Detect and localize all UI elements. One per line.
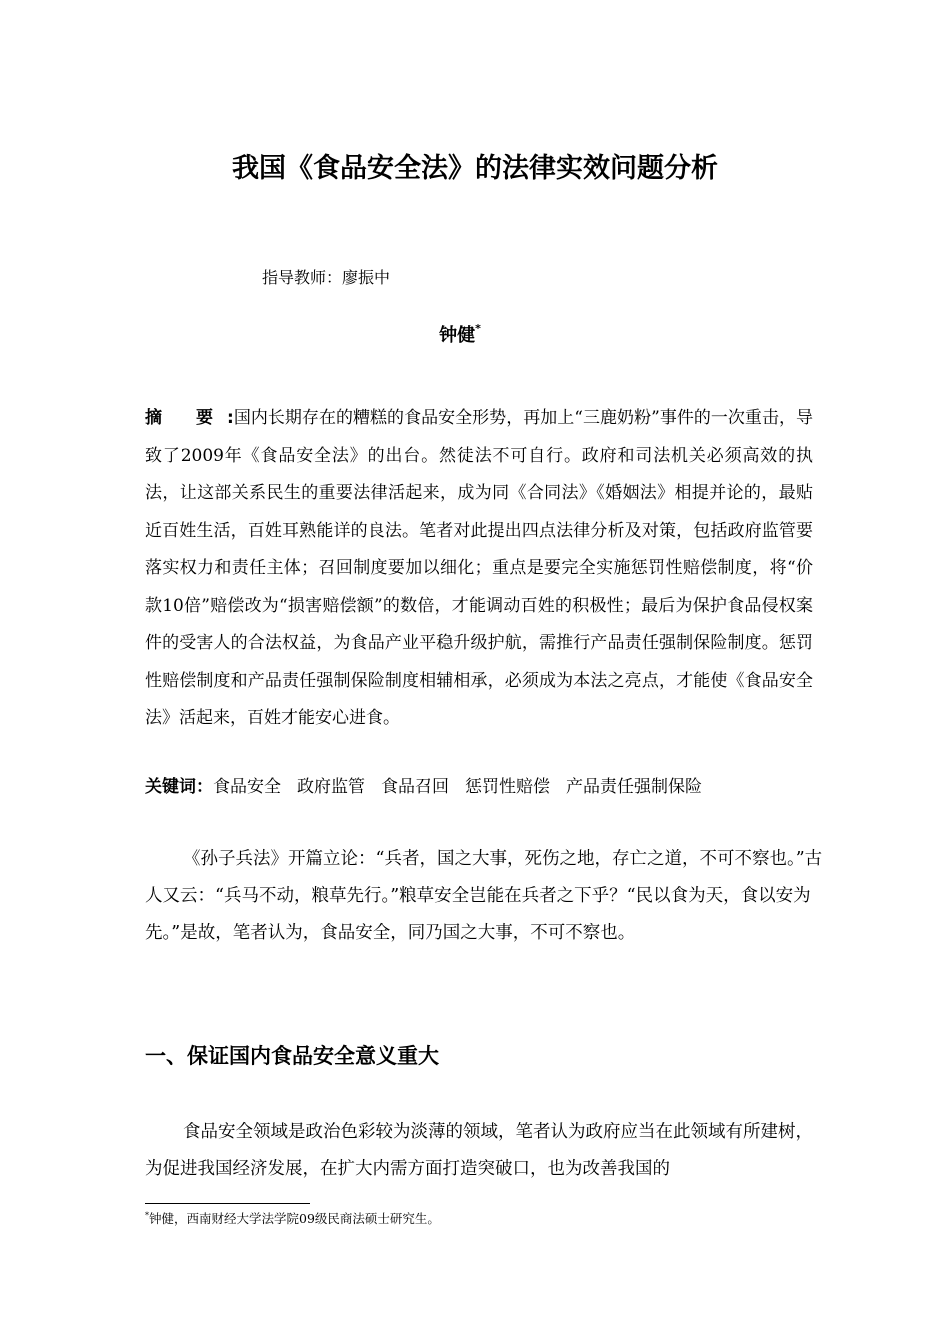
author-name: 钟健 bbox=[439, 325, 476, 346]
abstract-paragraph bbox=[145, 400, 813, 738]
keyword-item: 惩罚性赔偿 bbox=[465, 777, 550, 797]
footnote-divider bbox=[145, 1203, 310, 1204]
keywords-line bbox=[145, 770, 825, 804]
keyword-item: 食品召回 bbox=[381, 777, 449, 797]
author-footnote-mark: * bbox=[475, 322, 481, 335]
abstract-label-colon: : bbox=[227, 408, 234, 428]
advisor-line: 指导教师：廖振中 bbox=[262, 268, 391, 287]
keyword-item: 产品责任强制保险 bbox=[566, 777, 702, 797]
keyword-item: 政府监管 bbox=[297, 777, 365, 797]
intro-paragraph: 《孙子兵法》开篇立论：“兵者，国之大事，死伤之地，存亡之道，不可不察也。”古人又云：“兵马不动，粮草先行。”粮草安全岂能在兵者之下乎？“民以食为天，食以安为先。”是故，笔者认为，食品安全，同乃国之大事，不可不察也。 bbox=[145, 849, 823, 943]
author-line bbox=[0, 322, 920, 350]
abstract-text: 国内长期存在的糟糕的食品安全形势，再加上“三鹿奶粉”事件的一次重击，导致了2009年《食品安全法》的出台。然徒法不可自行。政府和司法机关必须高效的执法，让这部关系民生的重要法律活起来，成为同《合同法》《婚姻法》相提并论的，最贴近百姓生活，百姓耳熟能详的良法。笔者对此提出四点法律分析及对策，包括政府监管要落实权力和责任主体；召回制度要加以细化；重点是要完全实施惩罚性赔偿制度，将“价款10倍”赔偿改为“损害赔偿额”的数倍，才能调动百姓的积极性；最后为保护食品侵权案件的受害人的合法权益，为食品产业平稳升级护航，需推行产品责任强制保险制度。惩罚性赔偿制度和产品责任强制保险制度相辅相承，必须成为本法之亮点，才能使《食品安全法》活起来，百姓才能安心进食。 bbox=[145, 408, 813, 728]
footnote-text: 钟健，西南财经大学法学院09级民商法硕士研究生。 bbox=[149, 1211, 440, 1226]
section-paragraph: 食品安全领域是政治色彩较为淡薄的领域，笔者认为政府应当在此领域有所建树，为促进我国经济发展，在扩大内需方面打造突破口，也为改善我国的 bbox=[145, 1122, 813, 1179]
document-title: 我国《食品安全法》的法律实效问题分析 bbox=[232, 153, 718, 184]
keyword-item: 食品安全 bbox=[213, 777, 281, 797]
footnote bbox=[145, 1209, 440, 1229]
keywords-label: 关键词： bbox=[145, 777, 213, 797]
footnote-mark: * bbox=[145, 1211, 149, 1220]
abstract-label: 摘 要 bbox=[145, 408, 227, 428]
section-heading: 一、保证国内食品安全意义重大 bbox=[145, 1044, 439, 1068]
